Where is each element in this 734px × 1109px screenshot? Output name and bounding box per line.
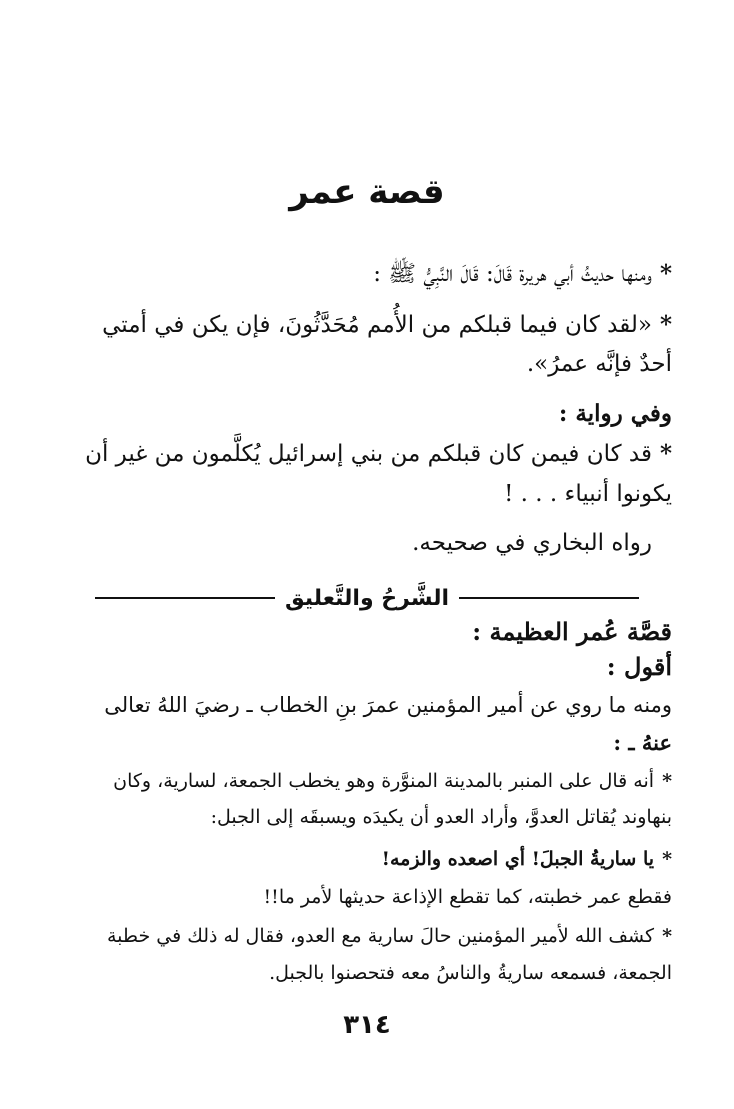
hadith-intro: *ومنها حديثُ أبي هريرة قَالَ: قَالَ النَّبِيُّ ﷺ : [373, 260, 672, 287]
bullet-star: * [659, 260, 672, 287]
divider-label: الشَّرحُ والتَّعليق [284, 585, 450, 611]
commentary-intro-line1: ومنه ما روي عن أمير المؤمنين عمرَ بنِ الخطاب ـ رضيَ اللهُ تعالى [104, 693, 672, 717]
story-paragraph-3-line1: *كشف الله لأمير المؤمنين حالَ سارية مع العدو، فقال له ذلك في خطبة [106, 925, 672, 947]
page-number: ٣١٤ [343, 1010, 391, 1040]
riwaya-heading: وفي رواية : [558, 400, 672, 427]
bullet-star: * [662, 848, 672, 870]
divider-rule-right [459, 597, 639, 599]
commentary-intro-line2: عنهُ ـ : [613, 730, 672, 755]
story-paragraph-1-line1: *أنه قال على المنبر بالمدينة المنوَّرة وهو يخطب الجمعة، لسارية، وكان [113, 770, 672, 792]
riwaya-text-line1: *قد كان فيمن كان قبلكم من بني إسرائيل يُكلَّمون من غير أن [85, 440, 672, 467]
story-paragraph-1-line2: بنهاوند يُقاتل العدوَّ، وأراد العدو أن يكيدَه ويسبقَه إلى الجبل: [210, 806, 672, 828]
page-title: قصة عمر [289, 172, 445, 212]
story-paragraph-3-line2: الجمعة، فسمعه ساريةُ والناسُ معه فتحصنوا بالجبل. [269, 962, 672, 984]
bullet-star: * [662, 925, 672, 947]
bullet-star: * [659, 311, 672, 338]
story-call-sariya: *يا ساريةُ الجبلَ! أي اصعده والزمه! [381, 848, 672, 870]
hadith-source: رواه البخاري في صحيحه. [412, 530, 652, 556]
bullet-star: * [662, 770, 672, 792]
bullet-star: * [659, 440, 672, 467]
aqul-heading: أقول : [606, 652, 672, 681]
hadith-text-line1: *«لقد كان فيما قبلكم من الأُمم مُحَدَّثُونَ، فإن يكن في أمتي [102, 311, 672, 338]
hadith-text-line2: أحدٌ فإنَّه عمرُ». [526, 351, 672, 377]
section-divider [95, 582, 639, 614]
story-paragraph-2: فقطع عمر خطبته، كما تقطع الإذاعة حديثها لأمر ما!! [263, 886, 672, 908]
divider-rule-left [95, 597, 275, 599]
riwaya-text-line2: يكونوا أنبياء . . . ! [504, 481, 672, 507]
commentary-heading: قصَّة عُمر العظيمة : [472, 617, 672, 646]
